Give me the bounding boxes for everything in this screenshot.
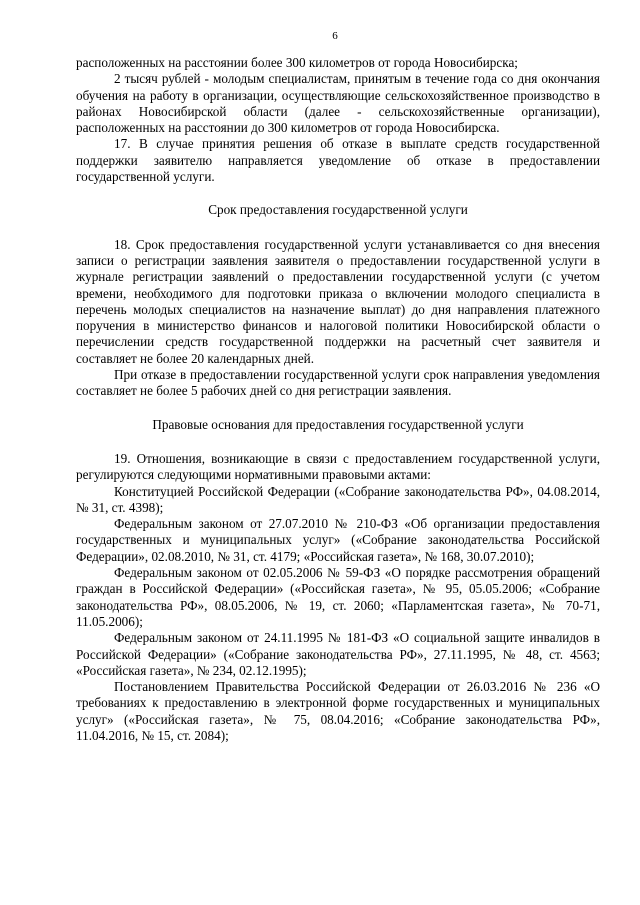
paragraph-law-210: Федеральным законом от 27.07.2010 № 210-ФЗ «Об организации предоставления государственных и муниципальных услуг» («Собрание законодательства Российской Федерации», 02.08.2010, № 31, ст. 4179; «Российская газета», № 168, 30.07.2010); (76, 516, 600, 564)
document-body (76, 55, 600, 744)
section-heading-legal-basis: Правовые основания для предоставления государственной услуги (152, 416, 524, 432)
paragraph-law-59: Федеральным законом от 02.05.2006 № 59-ФЗ «О порядке рассмотрения обращений граждан в Российской Федерации» («Российская газета», № 95, 05.05.2006; «Собрание законодательства РФ», 08.05.2006, № 19, ст. 2060; «Парламентская газета», № 70-71, 11.05.2006); (76, 565, 600, 629)
paragraph-18: 18. Срок предоставления государственной услуги устанавливается со дня внесения записи о регистрации заявления заявителя о предоставлении государственной услуги в журнале регистрации заявлений о предоставлении государственной услуги (с учетом времени, необходимого для подготовки приказа о включении молодого специалиста в перечень молодых специалистов на назначение выплат) до дня направления платежного поручения в министерство финансов и налоговой политики Новосибирской области о перечислении средств государственной поддержки на расчетный счет заявителя и составляет не более 20 календарных дней. (76, 236, 600, 366)
section-heading-term: Срок предоставления государственной услуги (208, 202, 468, 218)
paragraph-19: 19. Отношения, возникающие в связи с предоставлением государственной услуги, регулируются следующими нормативными правовыми актами: (76, 450, 600, 483)
paragraph-continuation: расположенных на расстоянии более 300 километров от города Новосибирска; (76, 55, 518, 70)
paragraph-refusal-term: При отказе в предоставлении государственной услуги срок направления уведомления составляет не более 5 рабочих дней со дня регистрации заявления. (76, 367, 600, 399)
paragraph-17: 17. В случае принятия решения об отказе в выплате средств государственной поддержки заявителю направляется уведомление об отказе в предоставлении государственной услуги. (76, 136, 600, 185)
paragraph-law-181: Федеральным законом от 24.11.1995 № 181-ФЗ «О социальной защите инвалидов в Российской Федерации» («Собрание законодательства РФ», 27.11.1995, № 48, ст. 4563; «Российская газета», № 234, 02.12.1995); (76, 630, 600, 678)
paragraph-resolution-236: Постановлением Правительства Российской Федерации от 26.03.2016 № 236 «О требованиях к предоставлению в электронной форме государственных и муниципальных услуг» («Российская газета», № 75, 08.04.2016; «Собрание законодательства РФ», 11.04.2016, № 15, ст. 2084); (76, 679, 600, 743)
paragraph-payment-2000: 2 тысяч рублей - молодым специалистам, принятым в течение года со дня окончания обучения на работу в организации, осуществляющие сельскохозяйственное производство в районах Новосибирской области (далее - сельскохозяйственные организации), расположенных на расстоянии до 300 километров от города Новосибирска. (76, 71, 600, 136)
paragraph-constitution: Конституцией Российской Федерации («Собрание законодательства РФ», 04.08.2014, № 31, ст. 4398); (76, 483, 600, 515)
page-number: 6 (332, 30, 338, 42)
